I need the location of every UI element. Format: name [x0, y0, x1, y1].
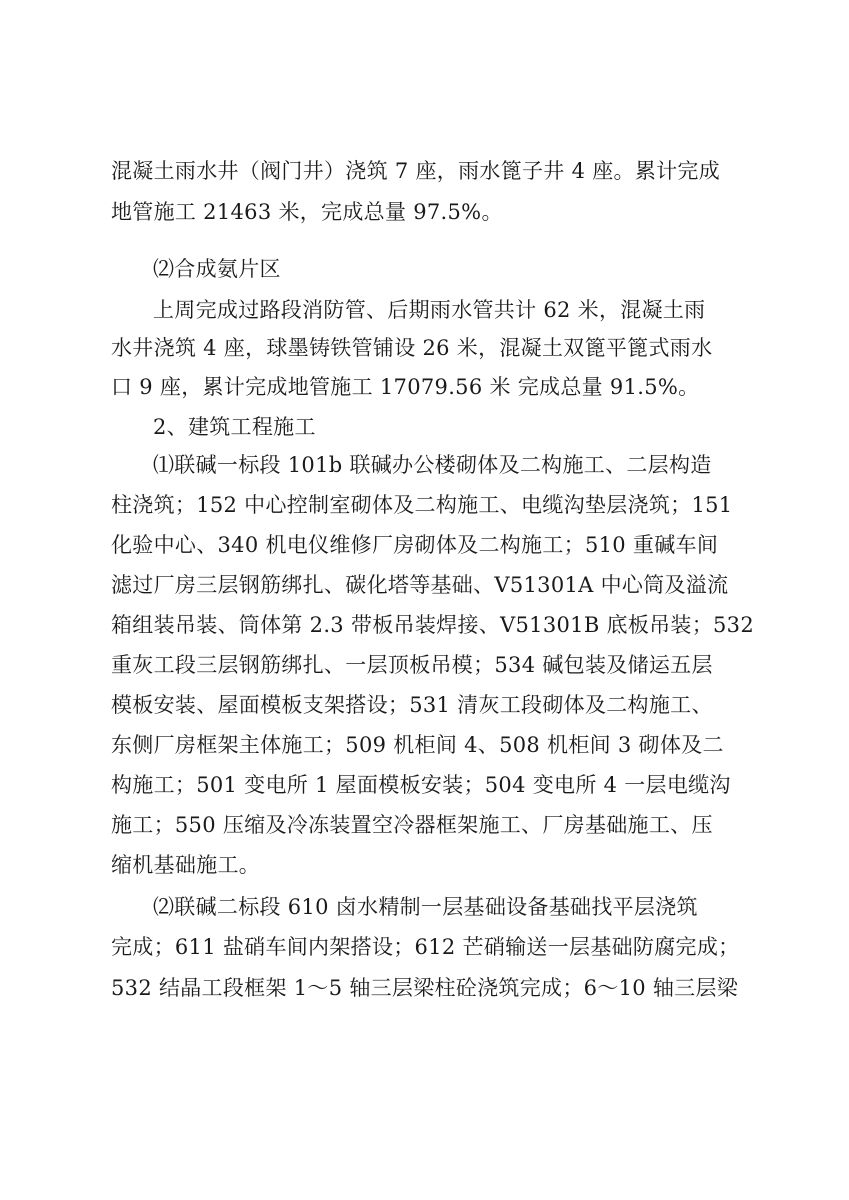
text-line: 完成；611 盐硝车间内架搭设；612 芒硝输送一层基础防腐完成； — [111, 935, 740, 959]
text-line: ⑵联碱二标段 610 卤水精制一层基础设备基础找平层浇筑 — [153, 895, 698, 919]
text-line: 水井浇筑 4 座，球墨铸铁管铺设 26 米，混凝土双篦平篦式雨水 — [111, 336, 713, 360]
text-line: 混凝土雨水井（阀门井）浇筑 7 座，雨水篦子井 4 座。累计完成 — [111, 159, 721, 183]
text-line: 滤过厂房三层钢筋绑扎、碳化塔等基础、V51301A 中心筒及溢流 — [111, 573, 729, 597]
text-line: 箱组装吊装、筒体第 2.3 带板吊装焊接、V51301B 底板吊装；532 — [111, 613, 755, 637]
section-heading: ⑵合成氨片区 — [153, 257, 281, 281]
text-line: 东侧厂房框架主体施工；509 机柜间 4、508 机柜间 3 砌体及二 — [111, 733, 724, 757]
text-line: 化验中心、340 机电仪维修厂房砌体及二构施工；510 重碱车间 — [111, 533, 719, 557]
text-line: 532 结晶工段框架 1～5 轴三层梁柱砼浇筑完成；6～10 轴三层梁 — [111, 976, 739, 1000]
text-line: 重灰工段三层钢筋绑扎、一层顶板吊模；534 碱包装及储运五层 — [111, 653, 713, 677]
text-line: 柱浇筑；152 中心控制室砌体及二构施工、电缆沟垫层浇筑；151 — [111, 493, 733, 517]
text-line: 构施工；501 变电所 1 屋面模板安装；504 变电所 4 一层电缆沟 — [111, 773, 731, 797]
text-line: 缩机基础施工。 — [111, 853, 261, 877]
section-heading: 2、建筑工程施工 — [153, 415, 316, 439]
text-line: 上周完成过路段消防管、后期雨水管共计 62 米，混凝土雨 — [153, 298, 706, 322]
text-line: 施工；550 压缩及冷冻装置空冷器框架施工、厂房基础施工、压 — [111, 813, 713, 837]
text-line: ⑴联碱一标段 101b 联碱办公楼砌体及二构施工、二层构造 — [153, 453, 712, 477]
text-line: 口 9 座，累计完成地管施工 17079.56 米 完成总量 91.5%。 — [111, 375, 700, 399]
text-line: 地管施工 21463 米，完成总量 97.5%。 — [111, 200, 503, 224]
text-line: 模板安装、屋面模板支架搭设；531 清灰工段砌体及二构施工、 — [111, 693, 713, 717]
